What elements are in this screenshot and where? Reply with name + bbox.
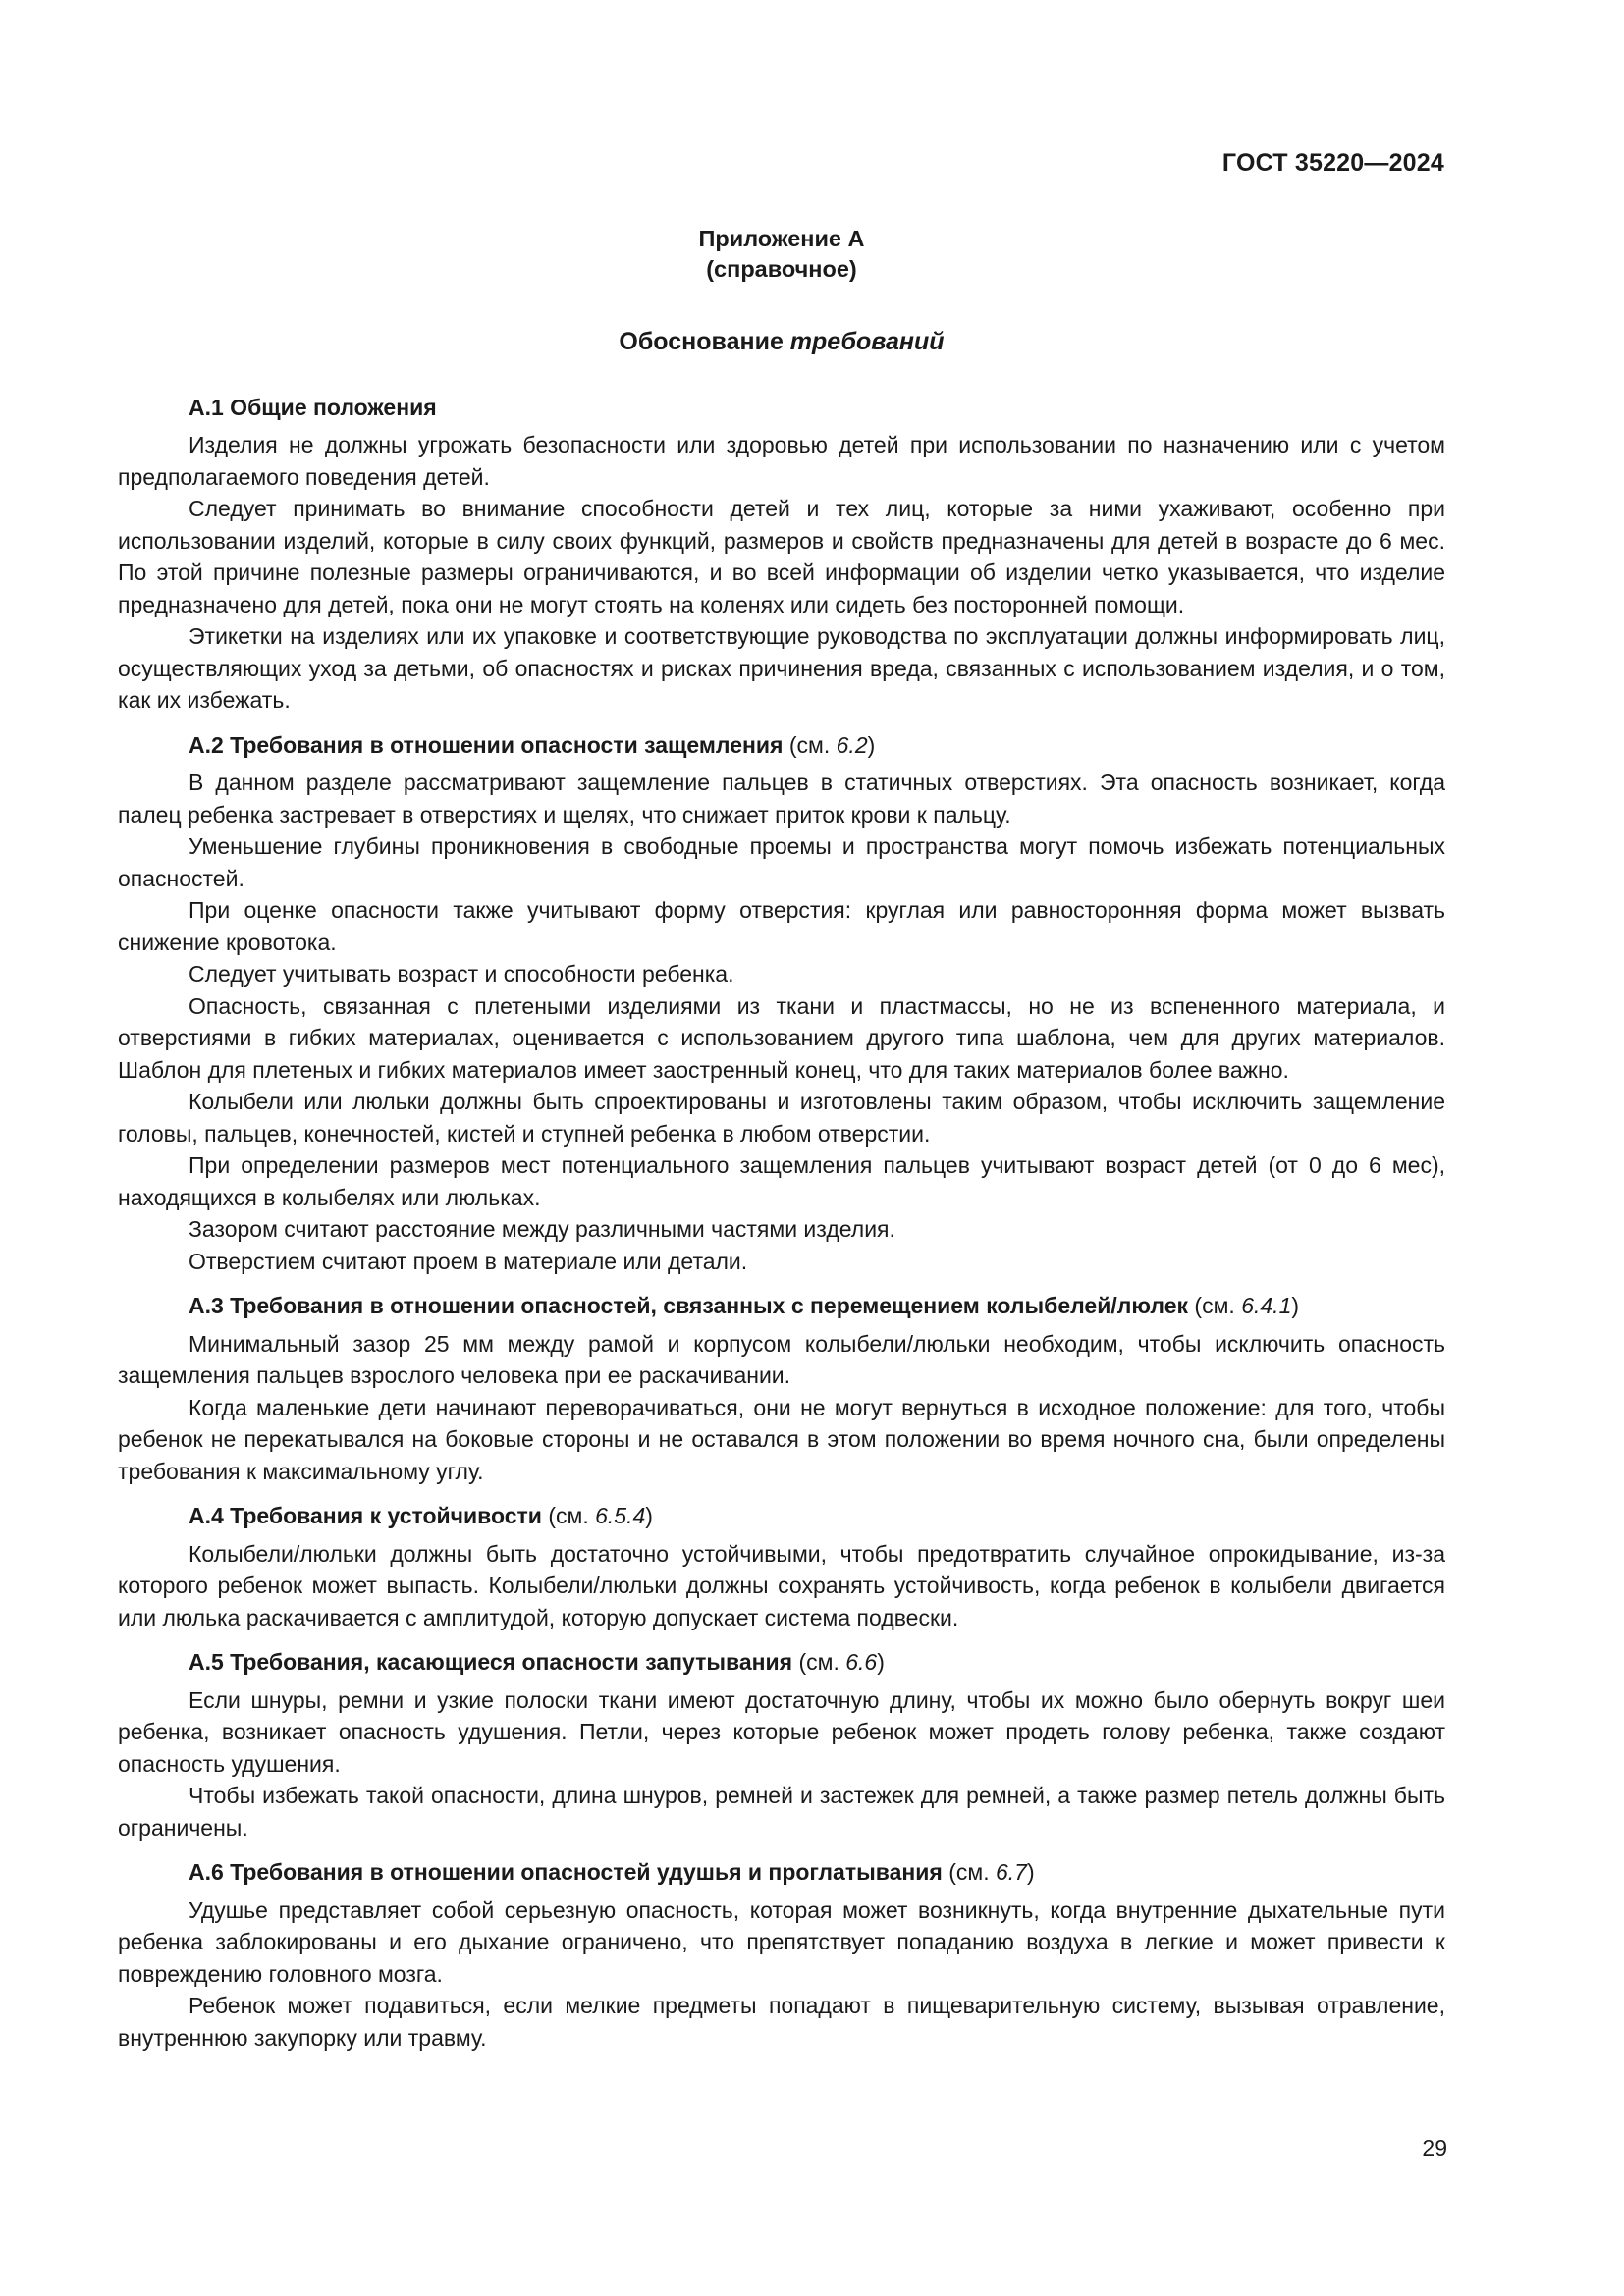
paragraph: Удушье представляет собой серьезную опасность, которая может возникнуть, когда внутренние дыхательные пути ребенка заблокированы и его дыхание ограничено, что препятствует попаданию воздуха в легкие и может привести к повреждению головного мозга. [118, 1896, 1445, 1987]
section [118, 1290, 1445, 1487]
reference-clause: 6.6 [845, 1649, 878, 1675]
paragraph: Следует принимать во внимание способности детей и тех лиц, которые за ними ухаживают, особенно при использовании изделий, которые в силу своих функций, размеров и свойств предназначены для детей в возрасте до 6 мес. По этой причине полезные размеры ограничиваются, и во всей информации об изделии четко указывается, что изделие предназначено для детей, пока они не могут стоять на коленях или сидеть без посторонней помощи. [118, 496, 1445, 617]
reference-prefix: (см. [541, 1503, 596, 1528]
paragraph: Уменьшение глубины проникновения в свободные проемы и пространства могут помочь избежать потенциальных опасностей. [118, 833, 1445, 891]
section [118, 1646, 1445, 1843]
paragraph: Чтобы избежать такой опасности, длина шнуров, ремней и застежек для ремней, а также размер петель должны быть ограничены. [118, 1783, 1445, 1841]
reference-prefix: (см. [792, 1649, 846, 1675]
section-reference [943, 1859, 1035, 1885]
sections-container [118, 392, 1445, 2055]
section [118, 1856, 1445, 2054]
section-title: А.6 Требования в отношении опасностей удушья и проглатывания [189, 1859, 943, 1885]
page-content [118, 224, 1445, 2066]
section-heading [118, 729, 1445, 762]
paragraph: Если шнуры, ремни и узкие полоски ткани имеют достаточную длину, чтобы их можно было обернуть вокруг шеи ребенка, возникает опасность удушения. Петли, через которые ребенок может продеть голову ребенка, также создают опасность удушения. [118, 1686, 1445, 1777]
section-reference [1188, 1293, 1299, 1318]
paragraph: Колыбели или люльки должны быть спроектированы и изготовлены таким образом, чтобы исключить защемление головы, пальцев, конечностей, кистей и ступней ребенка в любом отверстии. [118, 1089, 1445, 1147]
paragraph: Зазором считают расстояние между различными частями изделия. [189, 1216, 895, 1242]
paragraph: При определении размеров мест потенциального защемления пальцев учитывают возраст детей (от 0 до 6 мес), находящихся в колыбелях или люльках. [118, 1152, 1445, 1210]
section [118, 1500, 1445, 1633]
paragraph: Опасность, связанная с плетеными изделиями из ткани и пластмассы, но не из вспененного материала, и отверстиями в гибких материалах, оценивается с использованием другого типа шаблона, чем для других материалов. Шаблон для плетеных и гибких материалов имеет заостренный конец, что для таких материалов более важно. [118, 992, 1445, 1083]
section-reference [792, 1649, 885, 1675]
reference-suffix: ) [867, 731, 876, 758]
document-id: ГОСТ 35220—2024 [1221, 149, 1444, 177]
section-title: А.5 Требования, касающиеся опасности запутывания [189, 1649, 793, 1675]
section-title: А.2 Требования в отношении опасности защемления [189, 731, 784, 758]
section-heading [118, 1856, 1445, 1889]
section-reference [542, 1503, 653, 1528]
section-heading [118, 1290, 1445, 1322]
paragraph: Изделия не должны угрожать безопасности или здоровью детей при использовании по назначению или с учетом предполагаемого поведения детей. [118, 432, 1445, 490]
reference-prefix: (см. [783, 731, 837, 758]
paragraph: Ребенок может подавиться, если мелкие предметы попадают в пищеварительную систему, вызывая отравление, внутреннюю закупорку или травму. [118, 1993, 1445, 2051]
section-heading [118, 1646, 1445, 1679]
annex-label: Приложение А [698, 226, 865, 251]
annex-type: (справочное) [706, 256, 857, 282]
paragraph: Отверстием считают проем в материале или детали. [189, 1248, 748, 1274]
paragraph: Следует учитывать возраст и способности ребенка. [189, 961, 734, 987]
reference-suffix: ) [877, 1649, 885, 1675]
paragraph: Когда маленькие дети начинают переворачиваться, они не могут вернуться в исходное положение: для того, чтобы ребенок не перекатывался на боковые стороны и не оставался в этом положении во время ночного сна, были определены требования к максимальному углу. [118, 1394, 1445, 1484]
paragraph: Этикетки на изделиях или их упаковке и соответствующие руководства по эксплуатации должны информировать лиц, осуществляющих уход за детьми, об опасностях и рисках причинения вреда, связанных с использованием изделия, и о том, как их избежать. [118, 623, 1445, 713]
section [118, 729, 1445, 1278]
page-number: 29 [1422, 2135, 1447, 2161]
reference-clause: 6.5.4 [595, 1503, 646, 1528]
reference-clause: 6.7 [995, 1859, 1027, 1885]
paragraph: В данном разделе рассматривают защемление пальцев в статичных отверстиях. Эта опасность возникает, когда палец ребенка застревает в отверстиях и щелях, что снижает приток крови к пальцу. [118, 770, 1445, 828]
section-title: А.3 Требования в отношении опасностей, связанных с перемещением колыбелей/люлек [189, 1293, 1189, 1318]
section-heading [118, 392, 1445, 424]
section-title: А.4 Требования к устойчивости [189, 1503, 542, 1528]
annex-title [118, 326, 1445, 358]
reference-suffix: ) [1026, 1859, 1035, 1885]
reference-prefix: (см. [942, 1859, 996, 1885]
section-title: А.1 Общие положения [189, 394, 437, 420]
section-heading [118, 1500, 1445, 1532]
section [118, 392, 1445, 717]
section-reference [783, 732, 875, 758]
reference-clause: 6.4.1 [1241, 1293, 1292, 1318]
paragraph: Минимальный зазор 25 мм между рамой и корпусом колыбели/люльки необходим, чтобы исключить опасность защемления пальцев взрослого человека при ее раскачивании. [118, 1330, 1445, 1388]
reference-prefix: (см. [1188, 1293, 1242, 1318]
annex-title-italic: требований [789, 328, 945, 355]
reference-suffix: ) [645, 1503, 653, 1528]
annex-title-normal: Обоснование [619, 328, 790, 355]
reference-suffix: ) [1291, 1293, 1300, 1318]
paragraph: При оценке опасности также учитывают форму отверстия: круглая или равносторонняя форма может вызвать снижение кровотока. [118, 897, 1445, 955]
reference-clause: 6.2 [836, 731, 868, 758]
paragraph: Колыбели/люльки должны быть достаточно устойчивыми, чтобы предотвратить случайное опрокидывание, из-за которого ребенок может выпасть. Колыбели/люльки должны сохранять устойчивость, когда ребенок в колыбели двигается или люлька раскачивается с амплитудой, которую допускает система подвески. [118, 1540, 1445, 1630]
